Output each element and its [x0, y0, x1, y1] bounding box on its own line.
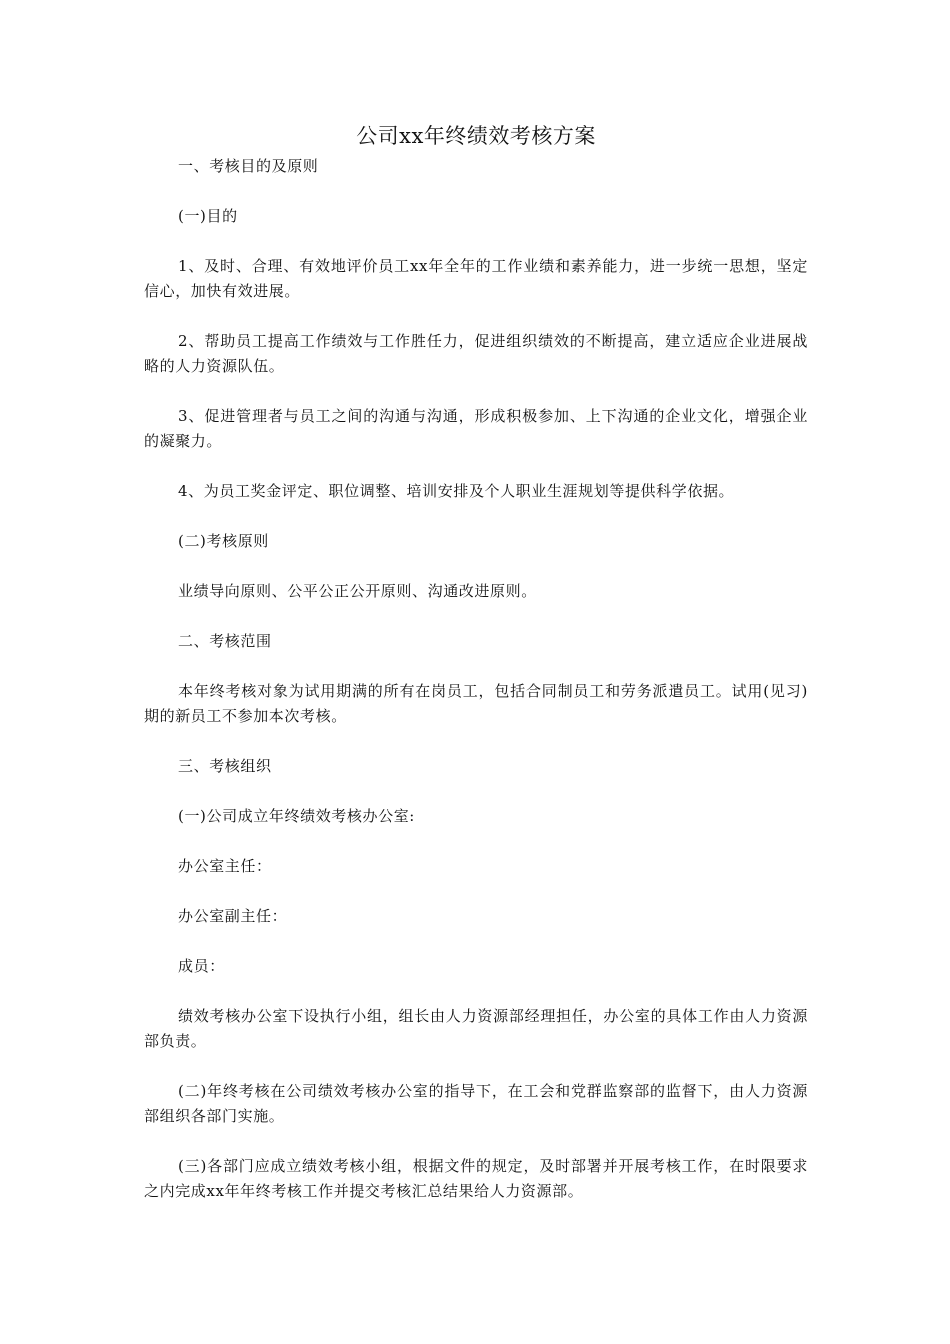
subheading-purpose: (一)目的 [178, 207, 238, 225]
field-members: 成员： [178, 957, 225, 975]
paragraph-purpose-3: 3、促进管理者与员工之间的沟通与沟通，形成积极参加、上下沟通的企业文化，增强企业的凝聚力。 [144, 407, 808, 450]
subheading-office: (一)公司成立年终绩效考核办公室: [178, 807, 415, 825]
section-heading-purpose-principles: 一、考核目的及原则 [178, 157, 319, 175]
paragraph-organization-2: (二)年终考核在公司绩效考核办公室的指导下，在工会和党群监察部的监督下，由人力资源部组织各部门实施。 [144, 1082, 808, 1125]
document-title: 公司xx年终绩效考核方案 [356, 124, 596, 148]
paragraph-organization-3: (三)各部门应成立绩效考核小组，根据文件的规定，及时部署并开展考核工作，在时限要求之内完成xx年年终考核工作并提交考核汇总结果给人力资源部。 [144, 1157, 808, 1200]
paragraph-execution-group: 绩效考核办公室下设执行小组，组长由人力资源部经理担任，办公室的具体工作由人力资源部负责。 [144, 1007, 808, 1050]
paragraph-purpose-2: 2、帮助员工提高工作绩效与工作胜任力，促进组织绩效的不断提高，建立适应企业进展战略的人力资源队伍。 [144, 332, 808, 375]
section-heading-scope: 二、考核范围 [178, 632, 272, 650]
field-office-director: 办公室主任： [178, 857, 272, 875]
section-heading-organization: 三、考核组织 [178, 757, 272, 775]
paragraph-scope: 本年终考核对象为试用期满的所有在岗员工，包括合同制员工和劳务派遣员工。试用(见习)期的新员工不参加本次考核。 [144, 682, 808, 725]
paragraph-purpose-4: 4、为员工奖金评定、职位调整、培训安排及个人职业生涯规划等提供科学依据。 [178, 482, 735, 500]
paragraph-purpose-1: 1、及时、合理、有效地评价员工xx年全年的工作业绩和素养能力，进一步统一思想，坚定信心，加快有效进展。 [144, 257, 808, 300]
document-page [144, 118, 808, 1229]
field-office-deputy-director: 办公室副主任： [178, 907, 288, 925]
paragraph-principles: 业绩导向原则、公平公正公开原则、沟通改进原则。 [178, 582, 537, 600]
subheading-principles: (二)考核原则 [178, 532, 269, 550]
